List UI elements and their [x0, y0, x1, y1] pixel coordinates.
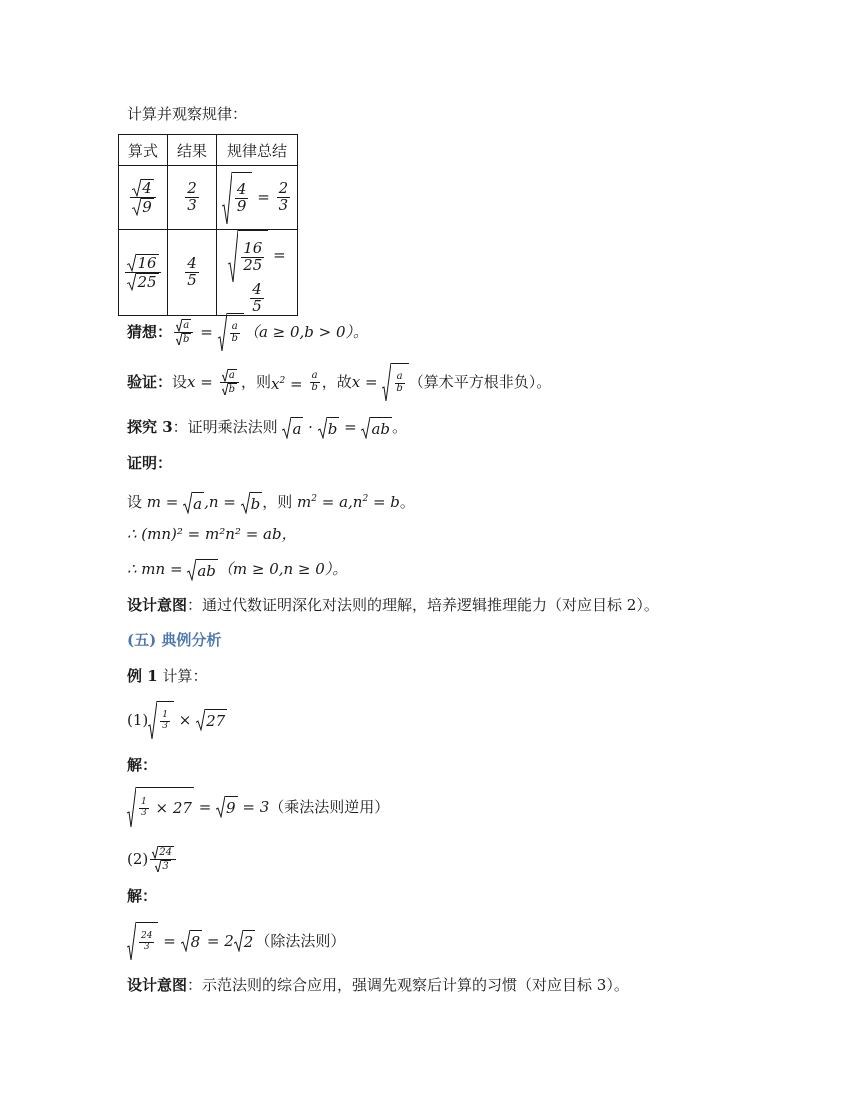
expr-fraction: $\frac{4}{9}$: [130, 179, 156, 216]
solution-label-2: 解：: [127, 887, 158, 905]
problem-1: (1) $\frac{1}{3}$ × 27: [127, 700, 227, 740]
table-header-row: [119, 135, 298, 166]
result-fraction: $\frac{2}{3}$: [187, 179, 197, 214]
expr-fraction: $\frac{16}{25}$: [125, 254, 160, 291]
pattern-table: [118, 134, 298, 316]
design-intent-2: 设计意图：示范法则的综合应用，强调先观察后计算的习惯（对应目标 3）。: [127, 976, 629, 994]
rule-cell: $\frac{4}{9}$ = $\frac{2}{3}$: [217, 166, 298, 230]
example1-line: 例 1 计算：: [127, 667, 208, 685]
rule-radical: $\frac{16}{25}$: [228, 230, 268, 282]
conjecture-line: 猜想： $\frac{a}{b}$ = $\frac{a}{b}$ （a ≥ 0,b > 0）。: [127, 312, 368, 352]
proof-label: 证明：: [127, 454, 173, 472]
rule-cell: $\frac{16}{25}$ = $\frac{4}{5}$: [217, 230, 298, 316]
table-row: [119, 166, 298, 230]
problem-2: (2) $\frac{24}{3}$: [127, 842, 178, 876]
solution-1: $\frac{1}{3}$ × 27 = 9 = 3 （乘法法则逆用）: [127, 787, 389, 827]
result-cell: [168, 230, 217, 316]
proof-line-2: ∴ (mn)² = m²n² = ab，: [127, 525, 297, 543]
explore3-line: 探究 3：证明乘法法则 a · b = ab 。: [127, 418, 407, 438]
solution-2: $\frac{24}{3}$ = 8 = 2 2 （除法法则）: [127, 921, 345, 961]
result-fraction: $\frac{4}{5}$: [187, 254, 197, 289]
expr-cell: [119, 166, 168, 230]
explore3-label: 探究 3: [127, 418, 173, 436]
proof-line-1: 设 m = a ,n = b ，则 $m^2 = a,n^2 = b$。: [127, 493, 415, 513]
result-cell: [168, 166, 217, 230]
section-heading: (五) 典例分析: [127, 631, 222, 649]
verify-line: 验证： 设 x = $\frac{a}{b}$ ，则 $x^2$ = $\frac{a}{b}$ ，故 x = $\frac{a}{b}$ （算术平方根非负）。: [127, 362, 551, 402]
proof-line-3: ∴ mn = ab （m ≥ 0,n ≥ 0）。: [127, 560, 348, 580]
table-row: [119, 230, 298, 316]
conjecture-condition: （a ≥ 0,b > 0）。: [243, 323, 369, 341]
rule-radical: $\frac{4}{9}$: [222, 172, 253, 224]
solution-label-1: 解：: [127, 756, 158, 774]
table-header-cell: 算式: [119, 135, 168, 166]
verify-label: 验证：: [127, 373, 173, 391]
expr-cell: [119, 230, 168, 316]
conjecture-label: 猜想：: [127, 323, 173, 341]
table-header-cell: 结果: [168, 135, 217, 166]
table-header-cell: 规律总结: [217, 135, 298, 166]
intro-text: 计算并观察规律：: [127, 105, 248, 123]
design-intent-1: 设计意图：通过代数证明深化对法则的理解，培养逻辑推理能力（对应目标 2）。: [127, 596, 659, 614]
